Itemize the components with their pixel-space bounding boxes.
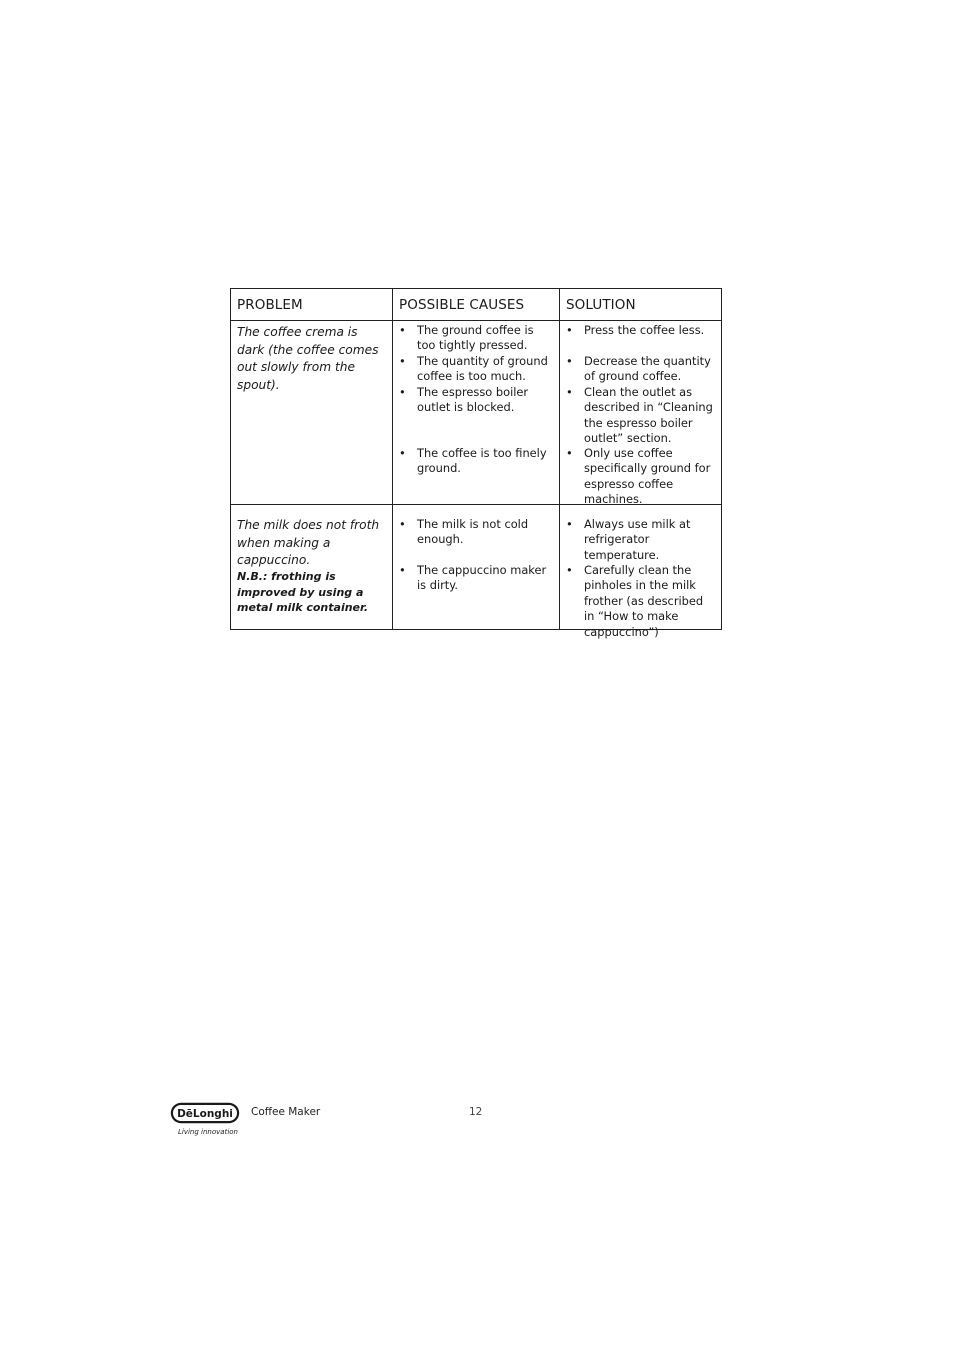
page-number: 12 <box>469 1106 483 1118</box>
product-name: Coffee Maker <box>251 1106 321 1118</box>
bullet-icon: • <box>399 446 406 460</box>
problem-text: The milk does not froth when making a cappuccino. <box>237 518 380 567</box>
problem-text: The coffee crema is dark (the coffee comes out slowly from the spout). <box>237 325 379 392</box>
problem-note: N.B.: frothing is improved by using a metal milk container. <box>237 570 369 615</box>
troubleshooting-table <box>230 288 722 639</box>
bullet-icon: • <box>399 323 406 337</box>
bullet-icon: • <box>399 563 406 577</box>
bullet-icon: • <box>566 354 573 368</box>
list-item: • The quantity of ground coffee is too much. <box>399 354 548 384</box>
bullet-icon: • <box>566 446 573 460</box>
list-item: • The ground coffee is too tightly pressed. <box>399 323 534 353</box>
bullet-icon: • <box>566 323 573 337</box>
table-row <box>231 321 722 505</box>
table-row <box>231 505 722 630</box>
brand-tagline: Living innovation <box>178 1128 238 1136</box>
causes-cell <box>393 321 560 505</box>
solution-cell <box>560 321 722 505</box>
list-item: • The coffee is too finely ground. <box>399 446 547 476</box>
bullet-icon: • <box>399 517 406 531</box>
bullet-icon: • <box>399 354 406 368</box>
table-header-row <box>231 289 722 321</box>
solution-cell <box>560 505 722 639</box>
bullet-icon: • <box>566 563 573 577</box>
list-item: • The espresso boiler outlet is blocked. <box>399 385 529 415</box>
bullet-icon: • <box>399 385 406 399</box>
list-item: • Always use milk at refrigerator temperature. <box>566 517 691 562</box>
causes-cell <box>393 505 560 630</box>
bullet-icon: • <box>566 517 573 531</box>
bullet-icon: • <box>566 385 573 399</box>
problem-cell <box>231 505 393 630</box>
logo-wordmark: DēLonghi <box>177 1108 233 1120</box>
header-solution: SOLUTION <box>560 289 722 321</box>
list-item: • The milk is not cold enough. <box>399 517 529 547</box>
header-possible-causes: POSSIBLE CAUSES <box>393 289 560 321</box>
problem-cell <box>231 321 393 505</box>
list-item: • Carefully clean the pinholes in the milk frother (as described in “How to make cappuccino”) <box>566 563 704 639</box>
list-item: • Only use coffee specifically ground for espresso coffee machines. <box>566 446 711 507</box>
list-item: • The cappuccino maker is dirty. <box>399 563 547 593</box>
list-item: • Decrease the quantity of ground coffee. <box>566 354 711 384</box>
header-problem: PROBLEM <box>231 289 393 321</box>
delonghi-logo-icon <box>170 1102 240 1124</box>
list-item: • Press the coffee less. <box>566 323 705 337</box>
list-item: • Clean the outlet as described in “Cleaning the espresso boiler outlet” section. <box>566 385 713 446</box>
